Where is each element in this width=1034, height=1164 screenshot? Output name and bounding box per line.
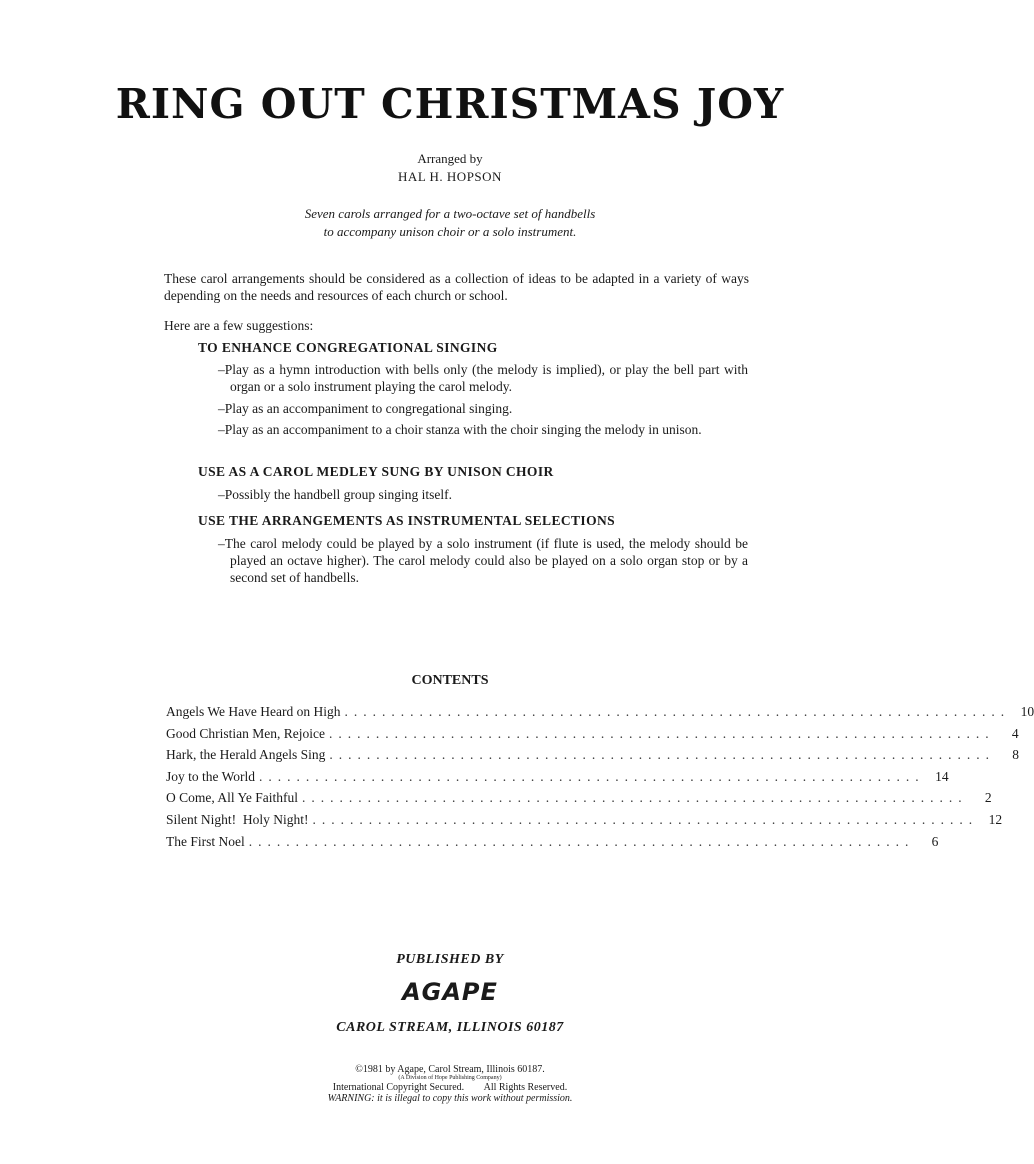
toc-entry-title: Hark, the Herald Angels Sing (166, 747, 326, 763)
toc-entry-page: 8 (1012, 747, 1019, 763)
toc-entry-title: Angels We Have Heard on High (166, 704, 341, 719)
subtitle-line: to accompany unison choir or a solo instrument. (323, 224, 577, 239)
arranged-by-label: Arranged by (417, 151, 483, 166)
toc-dot-leader: ....................................................................... (312, 811, 979, 827)
toc-entry-page: 10 (1020, 704, 1034, 719)
intro-paragraph: These carol arrangements should be considered as a collection of ideas to be adapted in a variety of ways depending on the needs and resources of each church or school. (164, 271, 749, 303)
suggestion-item: –The carol melody could be played by a solo instrument (if flute is used, the melody should be played an octave higher). The carol melody could also be played on a solo organ stop or by a second set of handbells. (218, 536, 748, 585)
suggestion-item: –Play as an accompaniment to a choir stanza with the choir singing the melody in unison. (218, 422, 702, 437)
toc-entry-title: Good Christian Men, Rejoice (166, 725, 325, 741)
toc-dot-leader: ....................................................................... (329, 747, 995, 763)
publisher-address: CAROL STREAM, ILLINOIS 60187 (336, 1020, 564, 1035)
rights-line: International Copyright Secured. All Rights Reserved. (332, 1082, 568, 1093)
table-of-contents (166, 704, 1034, 855)
toc-dot-leader: ....................................................................... (259, 768, 925, 784)
suggestion-item: –Possibly the handbell group singing itself. (218, 487, 452, 502)
suggestion-item: –Play as a hymn introduction with bells only (the melody is implied), or play the bell part with organ or a solo instrument playing the carol melody. (218, 362, 748, 394)
published-by-label: PUBLISHED BY (396, 952, 504, 967)
section-heading: TO ENHANCE CONGREGATIONAL SINGING (198, 340, 498, 355)
suggestion-item: –Play as an accompaniment to congregational singing. (218, 401, 513, 416)
toc-dot-leader: ....................................................................... (248, 833, 915, 849)
toc-entry (166, 790, 992, 812)
toc-dot-leader: ....................................................................... (328, 725, 995, 741)
toc-entry (166, 704, 1034, 726)
toc-entry (166, 768, 949, 791)
division-line: (A Division of Hope Publishing Company) (398, 1075, 502, 1081)
toc-entry-page: 6 (931, 833, 939, 849)
toc-dot-leader: ....................................................................... (302, 790, 968, 806)
toc-entry (166, 725, 1019, 748)
toc-entry (166, 833, 939, 856)
toc-entry-title: O Come, All Ye Faithful (166, 790, 299, 806)
copyright-line: ©1981 by Agape, Carol Stream, Illinois 60187. (355, 1064, 545, 1075)
publisher-logo: AGAPE (402, 978, 498, 1006)
toc-entry (166, 811, 1003, 834)
toc-entry-page: 12 (988, 811, 1003, 827)
toc-dot-leader: ....................................................................... (344, 704, 1011, 719)
toc-entry-title: Joy to the World (166, 768, 256, 784)
section-heading: USE THE ARRANGEMENTS AS INSTRUMENTAL SELECTIONS (198, 513, 616, 528)
page-title: RING OUT CHRISTMAS JOY (115, 80, 785, 128)
toc-entry-title: The First Noel (166, 833, 245, 849)
contents-heading: CONTENTS (411, 673, 489, 688)
toc-entry-page: 2 (984, 790, 992, 806)
subtitle-line: Seven carols arranged for a two-octave set of handbells (304, 206, 596, 221)
warning-line: WARNING: it is illegal to copy this work without permission. (327, 1093, 573, 1104)
section-heading: USE AS A CAROL MEDLEY SUNG BY UNISON CHOIR (198, 464, 554, 479)
toc-entry-page: 14 (935, 768, 949, 784)
suggestions-lead: Here are a few suggestions: (164, 318, 314, 333)
copyright-notice (0, 1064, 900, 1104)
arranger-name: HAL H. HOPSON (398, 169, 502, 184)
toc-entry-page: 4 (1011, 725, 1019, 741)
subtitle (0, 205, 900, 241)
toc-entry-title: Silent Night! Holy Night! (166, 811, 309, 827)
toc-entry (166, 747, 1019, 769)
